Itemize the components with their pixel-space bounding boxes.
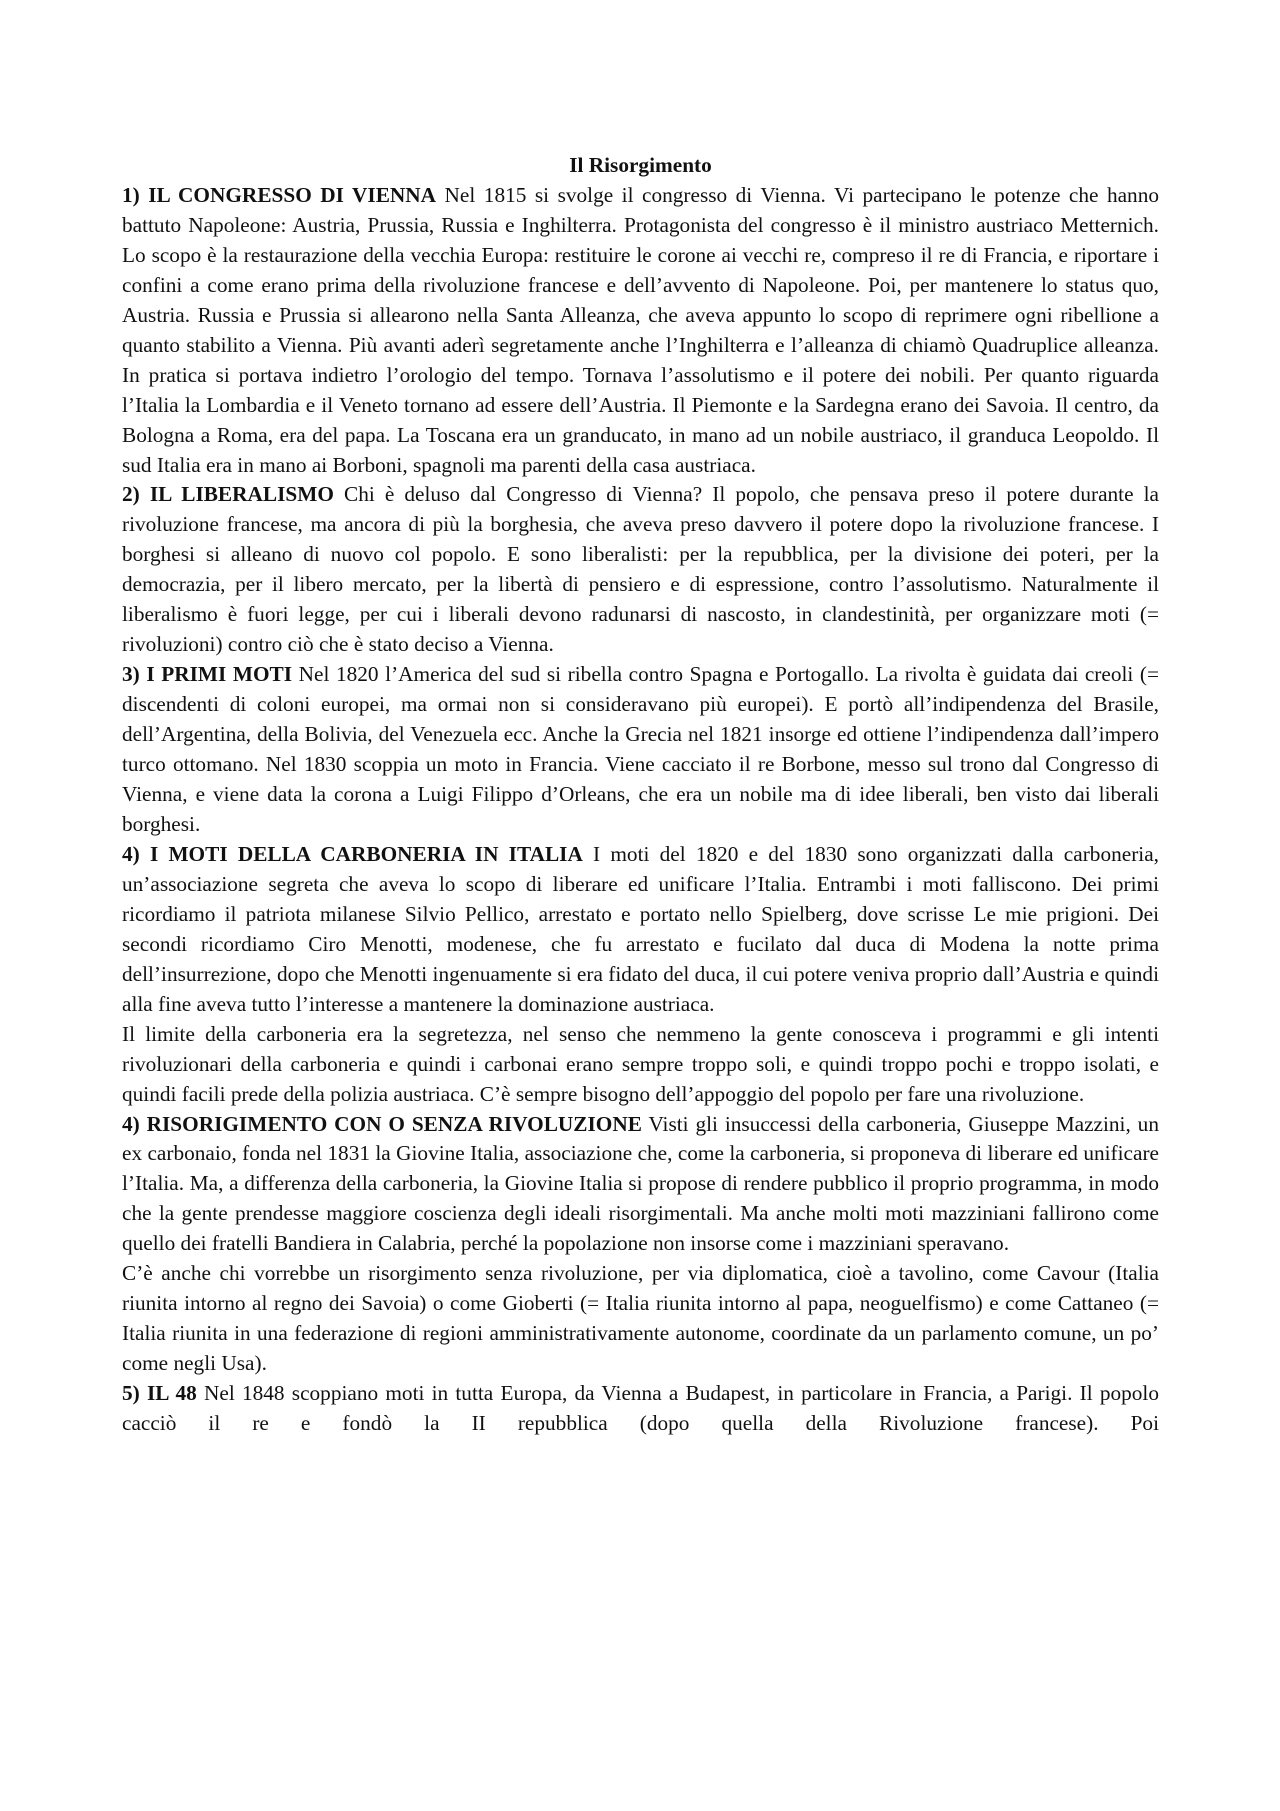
section-text: Nel 1820 l’America del sud si ribella contro Spagna e Portogallo. La rivolta è guidata dai creoli (= discendenti di coloni europei, ma ormai non si consideravano più europei). E portò all’indipendenza del Brasile, dell’Argentina, della Bolivia, del Venezuela ecc. Anche la Grecia nel 1821 insorge ed ottiene l’indipendenza dall’impero turco ottomano. Nel 1830 scoppia un moto in Francia. Viene cacciato il re Borbone, messo sul trono dal Congresso di Vienna, e viene data la corona a Luigi Filippo d’Orleans, che era un nobile ma di idee liberali, ben visto dai liberali borghesi.: [122, 662, 1160, 836]
section-senza-rivoluzione: [122, 1259, 1159, 1379]
section-risorgimento-rivoluzione: [122, 1110, 1159, 1260]
section-heading: 1) IL CONGRESSO DI VIENNA: [122, 182, 437, 207]
section-heading: 4) I MOTI DELLA CARBONERIA IN ITALIA: [122, 841, 583, 866]
section-il-48: [122, 1379, 1159, 1439]
section-text: Nel 1848 scoppiano moti in tutta Europa, da Vienna a Budapest, in particolare in Francia, a Parigi. Il popolo cacciò il re e fondò la II repubblica (dopo quella della Rivoluzione francese). Poi: [122, 1381, 1159, 1436]
section-heading: 4) RISORIGIMENTO CON O SENZA RIVOLUZIONE: [122, 1111, 642, 1136]
document-page: [122, 151, 1159, 1439]
section-text: Chi è deluso dal Congresso di Vienna? Il popolo, che pensava preso il potere durante la rivoluzione francese, ma ancora di più la borghesia, che aveva preso davvero il potere dopo la rivoluzione francese. I borghesi si alleano di nuovo col popolo. E sono liberalisti: per la repubblica, per la divisione dei poteri, per la democrazia, per il libero mercato, per la libertà di pensiero e di espressione, contro l’assolutismo. Naturalmente il liberalismo è fuori legge, per cui i liberali devono radunarsi di nascosto, in clandestinità, per organizzare moti (= rivoluzioni) contro ciò che è stato deciso a Vienna.: [122, 482, 1159, 657]
section-text: Visti gli insuccessi della carboneria, Giuseppe Mazzini, un ex carbonaio, fonda nel 1831 la Giovine Italia, associazione che, come la carboneria, si proponeva di liberare ed unificare l’Italia. Ma, a differenza della carboneria, la Giovine Italia si propose di rendere pubblico il proprio programma, in modo che la gente prendesse maggiore coscienza degli ideali risorgimentali. Ma anche molti moti mazziniani fallirono come quello dei fratelli Bandiera in Calabria, perché la popolazione non insorse come i mazziniani speravano.: [122, 1111, 1159, 1256]
section-heading: 5) IL 48: [122, 1381, 197, 1406]
section-moti-carboneria: [122, 840, 1159, 1020]
section-text: I moti del 1820 e del 1830 sono organizzati dalla carboneria, un’associazione segreta che aveva lo scopo di liberare ed unificare l’Italia. Entrambi i moti falliscono. Dei primi ricordiamo il patriota milanese Silvio Pellico, arrestato e portato nello Spielberg, dove scrisse Le mie prigioni. Dei secondi ricordiamo Ciro Menotti, modenese, che fu arrestato e fucilato dal duca di Modena la notte prima dell’insurrezione, dopo che Menotti ingenuamente si era fidato del duca, il cui potere veniva proprio dall’Austria e quindi alla fine aveva tutto l’interesse a mantenere la dominazione austriaca.: [122, 841, 1159, 1016]
section-text: Il limite della carboneria era la segretezza, nel senso che nemmeno la gente conosceva i programmi e gli intenti rivoluzionari della carboneria e quindi i carbonai erano sempre troppo soli, e quindi troppo pochi e troppo isolati, e quindi facili prede della polizia austriaca. C’è sempre bisogno dell’appoggio del popolo per fare una rivoluzione.: [122, 1021, 1159, 1106]
document-title: Il Risorgimento: [569, 153, 712, 177]
section-heading: 2) IL LIBERALISMO: [122, 482, 334, 507]
section-congresso-vienna: [122, 181, 1159, 481]
section-liberalismo: [122, 480, 1159, 660]
section-primi-moti: [122, 660, 1159, 840]
section-heading: 3) I PRIMI MOTI: [122, 662, 293, 687]
section-text: Nel 1815 si svolge il congresso di Vienna. Vi partecipano le potenze che hanno battuto Napoleone: Austria, Prussia, Russia e Inghilterra. Protagonista del congresso è il ministro austriaco Metternich. Lo scopo è la restaurazione della vecchia Europa: restituire le corone ai vecchi re, compreso il re di Francia, e riportare i confini a come erano prima della rivoluzione francese e dell’avvento di Napoleone. Poi, per mantenere lo status quo, Austria. Russia e Prussia si allearono nella Santa Alleanza, che aveva appunto lo scopo di reprimere ogni ribellione a quanto stabilito a Vienna. Più avanti aderì segretamente anche l’Inghilterra e l’alleanza di chiamò Quadruplice alleanza. In pratica si portava indietro l’orologio del tempo. Tornava l’assolutismo e il potere dei nobili. Per quanto riguarda l’Italia la Lombardia e il Veneto tornano ad essere dell’Austria. Il Piemonte e la Sardegna erano dei Savoia. Il centro, da Bologna a Roma, era del papa. La Toscana era un granducato, in mano ad un nobile austriaco, il granduca Leopoldo. Il sud Italia era in mano ai Borboni, spagnoli ma parenti della casa austriaca.: [122, 182, 1159, 477]
section-text: C’è anche chi vorrebbe un risorgimento senza rivoluzione, per via diplomatica, cioè a tavolino, come Cavour (Italia riunita intorno al regno dei Savoia) o come Gioberti (= Italia riunita intorno al papa, neoguelfismo) e come Cattaneo (= Italia riunita in una federazione di regioni amministrativamente autonome, coordinate da un parlamento comune, un po’ come negli Usa).: [122, 1261, 1159, 1376]
section-limite-carboneria: [122, 1020, 1159, 1110]
